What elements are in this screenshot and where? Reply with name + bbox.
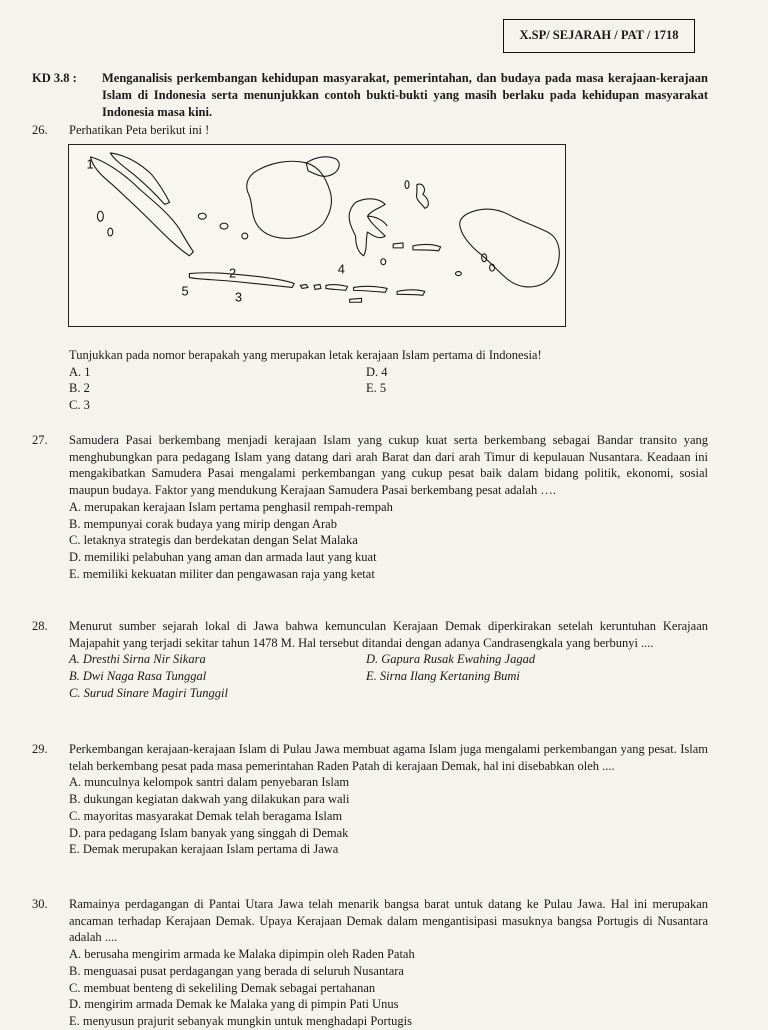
question-stem: Samudera Pasai berkembang menjadi kerajaan Islam yang cukup kuat serta berkembang sebagai Bandar transito yang menghubungkan para pedagang Islam yang datang dari arah Barat dan dari arah Timur di kepulauan Nusantara. Keadaan ini mengakibatkan Samudera Pasai mengalami perkembangan yang cukup pesat baik dalam bidang politik, ekonomi, sosial maupun budaya. Faktor yang mendukung Kerajaan Samudera Pasai berkembang pesat adalah …. bbox=[69, 433, 708, 498]
option-b[interactable]: B. dukungan kegiatan dakwah yang dilakukan para wali bbox=[69, 792, 350, 807]
buru-island bbox=[393, 243, 403, 248]
kalimantan-island bbox=[247, 161, 332, 238]
option-a[interactable]: A. berusaha mengirim armada ke Malaka dipimpin oleh Raden Patah bbox=[69, 947, 415, 962]
option-c[interactable]: C. Surud Sinare Magiri Tunggil bbox=[69, 685, 228, 700]
option-c[interactable]: C. membuat benteng di sekeliling Demak sebagai pertahanan bbox=[69, 980, 376, 995]
halmahera-island bbox=[417, 184, 429, 208]
question-number: 29. bbox=[32, 742, 48, 756]
question-28 bbox=[32, 618, 708, 702]
option-a[interactable]: A. 1 bbox=[69, 364, 91, 379]
question-27 bbox=[32, 432, 708, 582]
option-b[interactable]: B. mempunyai corak budaya yang mirip dengan Arab bbox=[69, 516, 337, 531]
option-e[interactable]: E. menyusun prajurit sebanyak mungkin untuk menghadapi Portugis bbox=[69, 1013, 413, 1028]
question-26 bbox=[32, 122, 708, 139]
option-e[interactable]: E. 5 bbox=[366, 381, 387, 396]
question-stem: Perkembangan kerajaan-kerajaan Islam di Pulau Jawa membuat agama Islam juga mengalami perkembangan yang pesat. Islam telah berkembang pesat pada masa pemerintahan Raden Patah di kerajaan Demak, hal ini disebabkan oleh .... bbox=[69, 742, 708, 773]
question-29 bbox=[32, 741, 708, 858]
option-d[interactable]: D. memiliki pelabuhan yang aman dan armada laut yang kuat bbox=[69, 549, 377, 564]
option-a[interactable]: A. merupakan kerajaan Islam pertama penghasil rempah-rempah bbox=[69, 499, 393, 514]
sumatra-island bbox=[91, 157, 194, 256]
answer-options bbox=[69, 499, 708, 583]
indonesia-map-drawing bbox=[69, 145, 565, 326]
map-label-1: 1 bbox=[86, 156, 94, 172]
competency-label: KD 3.8 : bbox=[32, 71, 77, 85]
malay-peninsula bbox=[110, 153, 169, 204]
map-label-3: 3 bbox=[234, 289, 243, 305]
option-c[interactable]: C. 3 bbox=[69, 398, 90, 413]
option-c[interactable]: C. mayoritas masyarakat Demak telah beragama Islam bbox=[69, 808, 343, 823]
map-label-4: 4 bbox=[337, 261, 345, 277]
small-island bbox=[405, 181, 409, 189]
small-island bbox=[108, 228, 113, 236]
option-b[interactable]: B. menguasai pusat perdagangan yang berada di seluruh Nusantara bbox=[69, 963, 404, 978]
sulawesi-island bbox=[349, 199, 387, 256]
competency-statement bbox=[32, 70, 708, 121]
indonesia-map bbox=[68, 144, 566, 327]
map-label-5: 5 bbox=[181, 283, 189, 299]
option-b[interactable]: B. Dwi Naga Rasa Tunggal bbox=[69, 669, 207, 684]
option-d[interactable]: D. 4 bbox=[366, 364, 388, 379]
question-30 bbox=[32, 896, 708, 1030]
option-a[interactable]: A. munculnya kelompok santri dalam penyebaran Islam bbox=[69, 775, 350, 790]
question-number: 26. bbox=[32, 123, 48, 137]
papua-island bbox=[460, 209, 560, 287]
answer-options bbox=[69, 946, 708, 1030]
question-number: 30. bbox=[32, 897, 48, 911]
sumbawa-island bbox=[326, 285, 348, 291]
bali-island bbox=[300, 284, 308, 288]
timor-island bbox=[397, 290, 425, 295]
option-d[interactable]: D. mengirim armada Demak ke Malaka yang di pimpin Pati Unus bbox=[69, 997, 399, 1012]
option-c[interactable]: C. letaknya strategis dan berdekatan dengan Selat Malaka bbox=[69, 533, 358, 548]
option-e[interactable]: E. Demak merupakan kerajaan Islam pertama di Jawa bbox=[69, 842, 339, 857]
question-number: 27. bbox=[32, 433, 48, 447]
question-26-stem bbox=[32, 347, 708, 414]
small-island bbox=[220, 223, 228, 229]
question-stem: Menurut sumber sejarah lokal di Jawa bahwa kemunculan Kerajaan Demak diperkirakan setelah keruntuhan Kerajaan Majapahit yang terjadi sekitar tahun 1478 M. Hal tersebut ditandai dengan adanya Candrasengkala yang berbunyi .... bbox=[69, 619, 708, 650]
small-island bbox=[381, 259, 386, 265]
small-island bbox=[455, 272, 461, 276]
option-b[interactable]: B. 2 bbox=[69, 381, 90, 396]
sabah-coast bbox=[306, 157, 339, 177]
exam-code-box: X.SP/ SEJARAH / PAT / 1718 bbox=[503, 19, 695, 53]
answer-options bbox=[69, 364, 708, 414]
option-a[interactable]: A. Dresthi Sirna Nir Sikara bbox=[69, 652, 206, 667]
question-stem: Ramainya perdagangan di Pantai Utara Jawa telah menarik bangsa barat untuk datang ke Pulau Jawa. Hal ini merupakan ancaman terhadap Kerajaan Demak. Upaya Kerajaan Demak dalam mengantisipasi masuknya bangsa Portugis di Nusantara adalah .... bbox=[69, 897, 708, 945]
option-e[interactable]: E. Sirna Ilang Kertaning Bumi bbox=[366, 669, 520, 684]
option-d[interactable]: D. para pedagang Islam banyak yang singgah di Demak bbox=[69, 825, 349, 840]
lombok-island bbox=[314, 284, 321, 289]
java-island bbox=[189, 273, 294, 288]
sumba-island bbox=[350, 298, 362, 302]
question-intro: Perhatikan Peta berikut ini ! bbox=[69, 123, 210, 137]
answer-options bbox=[69, 651, 708, 701]
question-number: 28. bbox=[32, 619, 48, 633]
map-label-2: 2 bbox=[228, 265, 237, 281]
question-stem: Tunjukkan pada nomor berapakah yang merupakan letak kerajaan Islam pertama di Indonesia! bbox=[69, 348, 542, 362]
small-island bbox=[97, 211, 103, 221]
option-d[interactable]: D. Gapura Rusak Ewahing Jagad bbox=[366, 652, 536, 667]
small-island bbox=[198, 213, 206, 219]
seram-island bbox=[413, 245, 441, 251]
answer-options bbox=[69, 774, 708, 858]
option-e[interactable]: E. memiliki kekuatan militer dan pengawasan raja yang ketat bbox=[69, 566, 375, 581]
small-island bbox=[242, 233, 248, 239]
competency-text: Menganalisis perkembangan kehidupan masyarakat, pemerintahan, dan budaya pada masa kerajaan-kerajaan Islam di Indonesia serta menunjukkan contoh bukti-bukti yang masih berlaku pada kehidupan masyarakat Indonesia masa kini. bbox=[102, 71, 708, 119]
flores-island bbox=[354, 286, 388, 292]
